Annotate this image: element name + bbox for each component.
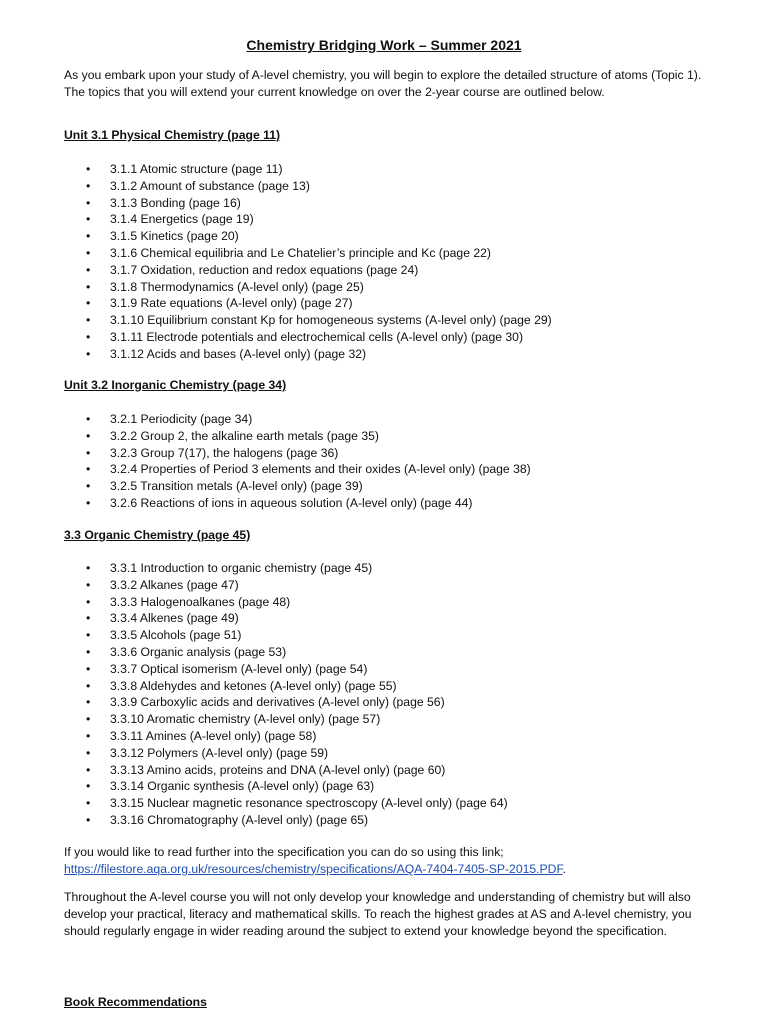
bullet-icon: • — [86, 212, 91, 227]
topic-list-item — [64, 627, 508, 644]
bullet-icon: • — [86, 577, 91, 592]
topic-list-item — [64, 211, 552, 228]
topic-text: 3.1.4 Energetics (page 19) — [110, 212, 254, 227]
bullet-icon: • — [86, 762, 91, 777]
bullet-icon: • — [86, 561, 91, 575]
topic-text: 3.1.1 Atomic structure (page 11) — [110, 162, 283, 176]
topic-text: 3.1.8 Thermodynamics (A-level only) (page 25) — [110, 279, 364, 294]
bullet-icon: • — [86, 412, 91, 426]
topic-text: 3.1.3 Bonding (page 16) — [110, 195, 241, 210]
topic-list-item — [64, 745, 508, 762]
topic-list-item — [64, 694, 508, 711]
topic-list-item — [64, 762, 508, 779]
topic-list-item — [64, 495, 531, 512]
bullet-icon: • — [86, 628, 91, 643]
topic-list-item — [64, 445, 531, 462]
topic-list-item — [64, 195, 552, 212]
topic-text: 3.3.16 Chromatography (A-level only) (page 65) — [110, 812, 369, 827]
bullet-icon: • — [86, 594, 91, 609]
bullet-icon: • — [86, 296, 91, 311]
topic-list-item — [64, 178, 552, 195]
topic-list-item — [64, 245, 552, 262]
bullet-icon: • — [86, 346, 91, 361]
topic-list-item — [64, 461, 531, 478]
topic-text: 3.1.2 Amount of substance (page 13) — [110, 178, 310, 193]
bullet-icon: • — [86, 812, 91, 827]
topic-list-item — [64, 312, 552, 329]
topic-list-item — [64, 795, 508, 812]
topic-list-item — [64, 295, 552, 312]
specification-link[interactable]: https://filestore.aqa.org.uk/resources/chemistry/specifications/AQA-7404-7405-SP-2015.PDF — [64, 861, 563, 876]
unit-heading-physical: Unit 3.1 Physical Chemistry (page 11) — [64, 128, 281, 142]
bullet-icon: • — [86, 229, 91, 244]
topic-list-organic — [64, 560, 508, 829]
bullet-icon: • — [86, 462, 91, 477]
topic-list-item — [64, 661, 508, 678]
bullet-icon: • — [86, 745, 91, 760]
bullet-icon: • — [86, 445, 91, 460]
bullet-icon: • — [86, 611, 91, 626]
topic-text: 3.2.1 Periodicity (page 34) — [110, 412, 253, 426]
topic-text: 3.3.12 Polymers (A-level only) (page 59) — [110, 745, 329, 760]
unit-heading-organic: 3.3 Organic Chemistry (page 45) — [64, 528, 251, 542]
topic-list-item — [64, 346, 552, 363]
topic-list-item — [64, 577, 508, 594]
topic-text: 3.2.4 Properties of Period 3 elements and their oxides (A-level only) (page 38) — [110, 462, 531, 477]
topic-text: 3.3.5 Alcohols (page 51) — [110, 628, 242, 643]
topic-text: 3.3.3 Halogenoalkanes (page 48) — [110, 594, 291, 609]
topic-text: 3.3.15 Nuclear magnetic resonance spectroscopy (A-level only) (page 64) — [110, 796, 508, 811]
topic-list-item — [64, 329, 552, 346]
unit-heading-inorganic: Unit 3.2 Inorganic Chemistry (page 34) — [64, 378, 287, 392]
topic-list-item — [64, 279, 552, 296]
bullet-icon: • — [86, 779, 91, 794]
bullet-icon: • — [86, 262, 91, 277]
topic-text: 3.3.8 Aldehydes and ketones (A-level only) (page 55) — [110, 678, 397, 693]
bullet-icon: • — [86, 162, 91, 176]
topic-list-physical — [64, 161, 552, 363]
bullet-icon: • — [86, 728, 91, 743]
link-trailing-period: . — [562, 861, 566, 876]
book-recommendations-heading: Book Recommendations — [64, 995, 207, 1009]
topic-list-item — [64, 161, 552, 178]
topic-text: 3.2.3 Group 7(17), the halogens (page 36) — [110, 445, 339, 460]
intro-paragraph: As you embark upon your study of A-level chemistry, you will begin to explore the detailed structure of atoms (Topic 1). The topics that you will extend your current knowledge on over the 2-year course are outlined below. — [64, 68, 702, 99]
topic-text: 3.1.5 Kinetics (page 20) — [110, 229, 239, 244]
bullet-icon: • — [86, 796, 91, 811]
topic-text: 3.3.11 Amines (A-level only) (page 58) — [110, 728, 317, 743]
bullet-icon: • — [86, 644, 91, 659]
topic-text: 3.1.11 Electrode potentials and electrochemical cells (A-level only) (page 30) — [110, 329, 524, 344]
bullet-icon: • — [86, 329, 91, 344]
bullet-icon: • — [86, 712, 91, 727]
topic-text: 3.3.9 Carboxylic acids and derivatives (A-level only) (page 56) — [110, 695, 445, 710]
bullet-icon: • — [86, 279, 91, 294]
topic-list-item — [64, 594, 508, 611]
topic-text: 3.2.2 Group 2, the alkaline earth metals (page 35) — [110, 428, 379, 443]
topic-text: 3.2.6 Reactions of ions in aqueous solution (A-level only) (page 44) — [110, 495, 473, 510]
topic-list-item — [64, 262, 552, 279]
topic-text: 3.1.9 Rate equations (A-level only) (page 27) — [110, 296, 353, 311]
topic-list-item — [64, 778, 508, 795]
topic-text: 3.2.5 Transition metals (A-level only) (page 39) — [110, 479, 363, 494]
bullet-icon: • — [86, 313, 91, 328]
topic-list-item — [64, 610, 508, 627]
throughout-paragraph: Throughout the A-level course you will not only develop your knowledge and understanding of chemistry but will also develop your practical, literacy and mathematical skills. To reach the highest grades at AS and A-level chemistry, you should regularly engage in wider reading around the subject to extend your knowledge beyond the specification. — [64, 890, 692, 938]
topic-list-item — [64, 428, 531, 445]
bullet-icon: • — [86, 195, 91, 210]
topic-text: 3.1.7 Oxidation, reduction and redox equations (page 24) — [110, 262, 419, 277]
topic-list-item — [64, 728, 508, 745]
topic-list-item — [64, 411, 531, 428]
topic-list-item — [64, 812, 508, 829]
topic-list-item — [64, 560, 508, 577]
topic-text: 3.3.10 Aromatic chemistry (A-level only) (page 57) — [110, 712, 381, 727]
topic-text: 3.3.13 Amino acids, proteins and DNA (A-level only) (page 60) — [110, 762, 446, 777]
bullet-icon: • — [86, 661, 91, 676]
bullet-icon: • — [86, 245, 91, 260]
topic-text: 3.1.12 Acids and bases (A-level only) (page 32) — [110, 346, 367, 361]
topic-text: 3.3.14 Organic synthesis (A-level only) (page 63) — [110, 779, 375, 794]
topic-text: 3.3.4 Alkenes (page 49) — [110, 611, 239, 626]
topic-list-item — [64, 478, 531, 495]
topic-text: 3.3.1 Introduction to organic chemistry (page 45) — [110, 561, 373, 575]
topic-text: 3.1.10 Equilibrium constant Kp for homogeneous systems (A-level only) (page 29) — [110, 313, 552, 328]
topic-list-item — [64, 644, 508, 661]
bullet-icon: • — [86, 428, 91, 443]
topic-text: 3.3.6 Organic analysis (page 53) — [110, 644, 287, 659]
bullet-icon: • — [86, 695, 91, 710]
topic-list-item — [64, 678, 508, 695]
further-reading-text: If you would like to read further into the specification you can do so using this link; — [64, 845, 504, 859]
topic-text: 3.3.7 Optical isomerism (A-level only) (page 54) — [110, 661, 368, 676]
topic-list-item — [64, 228, 552, 245]
bullet-icon: • — [86, 479, 91, 494]
topic-text: 3.1.6 Chemical equilibria and Le Chatelier’s principle and Kc (page 22) — [110, 245, 491, 260]
topic-list-inorganic — [64, 411, 531, 512]
bullet-icon: • — [86, 495, 91, 510]
topic-text: 3.3.2 Alkanes (page 47) — [110, 577, 239, 592]
further-reading-paragraph — [64, 844, 714, 878]
document-title: Chemistry Bridging Work – Summer 2021 — [246, 37, 522, 53]
bullet-icon: • — [86, 178, 91, 193]
topic-list-item — [64, 711, 508, 728]
bullet-icon: • — [86, 678, 91, 693]
